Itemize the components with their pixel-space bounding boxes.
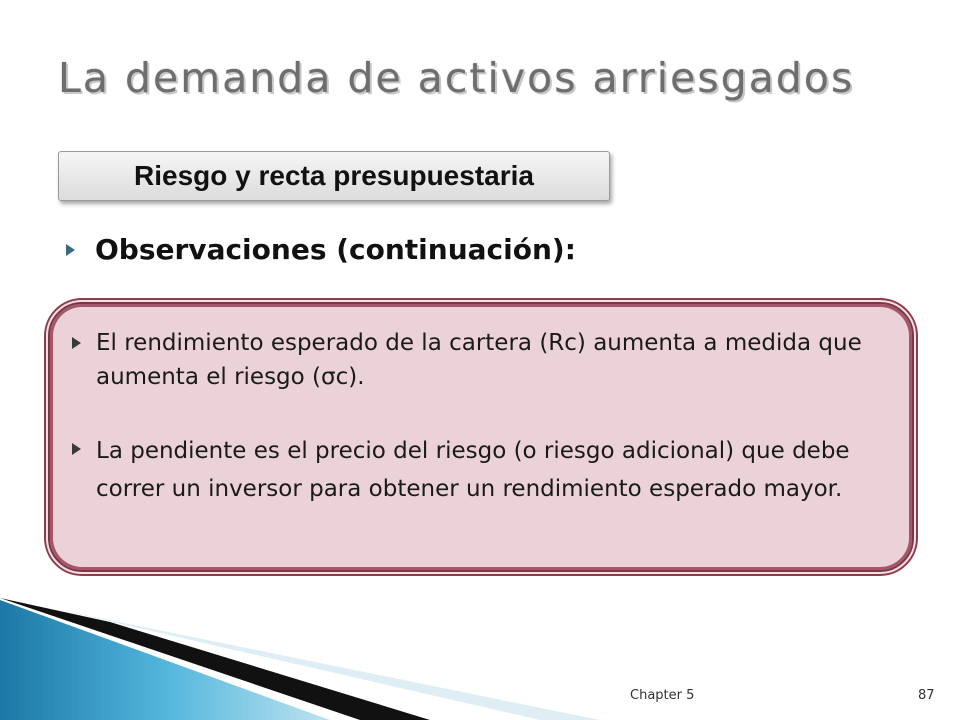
- page-number: 87: [918, 688, 935, 703]
- observation-item: [72, 326, 892, 394]
- section-label: Riesgo y recta presupuestaria: [134, 160, 534, 191]
- triangle-bullet-icon: [72, 337, 81, 349]
- footer-chapter: Chapter 5: [630, 688, 695, 703]
- heading-bullet: [66, 233, 576, 266]
- triangle-bullet-icon: [66, 244, 75, 256]
- observation-text: El rendimiento esperado de la cartera (Rc) aumenta a medida que aumenta el riesgo (σc).: [96, 330, 862, 390]
- triangle-bullet-icon: [72, 443, 81, 455]
- heading-bullet-text: Observaciones (continuación):: [95, 233, 576, 266]
- slide-title: La demanda de activos arriesgados: [58, 54, 855, 102]
- corner-decoration: [0, 590, 600, 720]
- section-label-box: [58, 151, 610, 201]
- observation-text: La pendiente es el precio del riesgo (o riesgo adicional) que debe correr un inversor para obtener un rendimiento esperado mayor.: [96, 438, 850, 502]
- observation-item: [72, 432, 892, 508]
